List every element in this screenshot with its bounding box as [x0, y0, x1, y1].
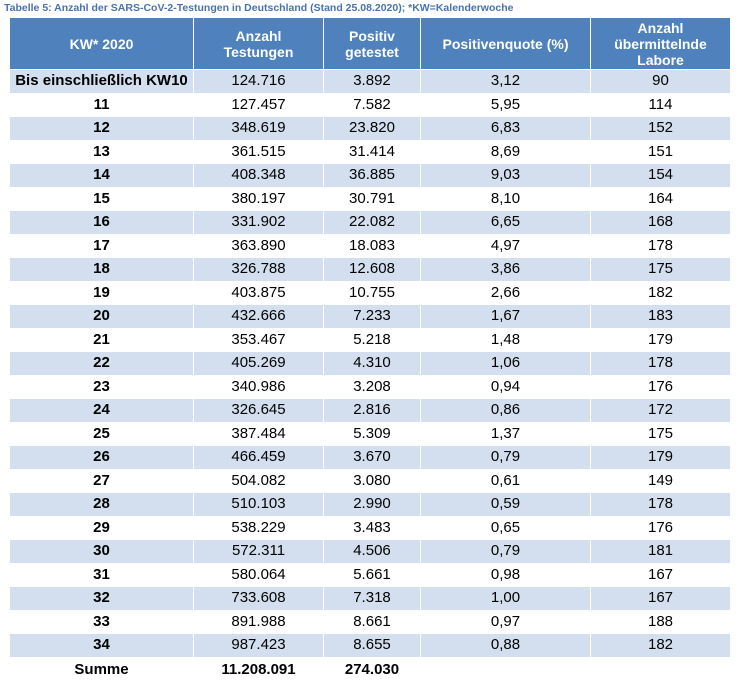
cell-positive: 7.582 — [324, 93, 421, 117]
cell-kw: 11 — [10, 93, 194, 117]
header-labs: Anzahl übermittelnde Labore — [591, 18, 731, 70]
cell-kw: 27 — [10, 469, 194, 493]
cell-tests: 387.484 — [194, 422, 324, 446]
cell-positive-rate: 0,65 — [421, 516, 591, 540]
cell-positive: 7.233 — [324, 305, 421, 329]
cell-positive: 23.820 — [324, 117, 421, 141]
cell-positive-rate: 6,83 — [421, 117, 591, 141]
cell-tests: 405.269 — [194, 352, 324, 376]
cell-kw: 21 — [10, 328, 194, 352]
sars-cov-2-testing-table — [9, 17, 731, 684]
cell-positive-rate: 1,00 — [421, 587, 591, 611]
cell-tests: 353.467 — [194, 328, 324, 352]
table-row — [10, 234, 731, 258]
table-row — [10, 305, 731, 329]
cell-positive: 2.816 — [324, 399, 421, 423]
cell-labs: 154 — [591, 164, 731, 188]
cell-positive: 3.483 — [324, 516, 421, 540]
cell-positive: 3.208 — [324, 375, 421, 399]
cell-labs: 151 — [591, 140, 731, 164]
cell-kw: 29 — [10, 516, 194, 540]
cell-positive: 30.791 — [324, 187, 421, 211]
cell-labs: 167 — [591, 563, 731, 587]
cell-kw: 30 — [10, 540, 194, 564]
cell-labs: 178 — [591, 234, 731, 258]
cell-tests: 466.459 — [194, 446, 324, 470]
header-row — [10, 18, 731, 70]
cell-positive: 2.990 — [324, 493, 421, 517]
cell-tests: 891.988 — [194, 610, 324, 634]
cell-kw: 13 — [10, 140, 194, 164]
table-row — [10, 187, 731, 211]
cell-tests: 510.103 — [194, 493, 324, 517]
cell-labs: 178 — [591, 352, 731, 376]
table-row — [10, 634, 731, 658]
table-row — [10, 563, 731, 587]
cell-kw: 19 — [10, 281, 194, 305]
cell-positive: 8.661 — [324, 610, 421, 634]
cell-positive-rate: 5,95 — [421, 93, 591, 117]
table-row — [10, 258, 731, 282]
cell-positive: 3.670 — [324, 446, 421, 470]
summary-label: Summe — [10, 657, 194, 683]
cell-positive: 5.218 — [324, 328, 421, 352]
cell-kw: 31 — [10, 563, 194, 587]
cell-positive-rate: 3,86 — [421, 258, 591, 282]
table-row — [10, 540, 731, 564]
cell-labs: 179 — [591, 328, 731, 352]
cell-labs: 175 — [591, 422, 731, 446]
cell-kw: Bis einschließlich KW10 — [10, 70, 194, 94]
cell-positive-rate: 0,94 — [421, 375, 591, 399]
header-tests: Anzahl Testungen — [194, 18, 324, 70]
cell-tests: 361.515 — [194, 140, 324, 164]
table-row — [10, 516, 731, 540]
cell-labs: 175 — [591, 258, 731, 282]
table-row — [10, 281, 731, 305]
cell-kw: 33 — [10, 610, 194, 634]
cell-positive: 12.608 — [324, 258, 421, 282]
cell-positive: 18.083 — [324, 234, 421, 258]
cell-positive: 8.655 — [324, 634, 421, 658]
cell-tests: 127.457 — [194, 93, 324, 117]
cell-labs: 168 — [591, 211, 731, 235]
cell-labs: 182 — [591, 634, 731, 658]
table-row — [10, 375, 731, 399]
table-row — [10, 117, 731, 141]
cell-kw: 16 — [10, 211, 194, 235]
cell-positive-rate: 6,65 — [421, 211, 591, 235]
cell-tests: 987.423 — [194, 634, 324, 658]
cell-kw: 32 — [10, 587, 194, 611]
cell-positive-rate: 4,97 — [421, 234, 591, 258]
summary-empty-rate — [421, 657, 591, 683]
cell-kw: 26 — [10, 446, 194, 470]
table-caption: Tabelle 5: Anzahl der SARS-CoV-2-Testungen in Deutschland (Stand 25.08.2020); *KW=Kalenderwoche — [4, 2, 514, 14]
cell-tests: 363.890 — [194, 234, 324, 258]
cell-kw: 12 — [10, 117, 194, 141]
cell-positive: 5.661 — [324, 563, 421, 587]
cell-positive: 31.414 — [324, 140, 421, 164]
cell-positive: 7.318 — [324, 587, 421, 611]
table-row — [10, 93, 731, 117]
cell-positive: 10.755 — [324, 281, 421, 305]
table-row — [10, 399, 731, 423]
cell-tests: 580.064 — [194, 563, 324, 587]
cell-labs: 167 — [591, 587, 731, 611]
cell-labs: 183 — [591, 305, 731, 329]
cell-kw: 28 — [10, 493, 194, 517]
cell-positive-rate: 0,86 — [421, 399, 591, 423]
table-row — [10, 164, 731, 188]
cell-kw: 24 — [10, 399, 194, 423]
cell-positive: 5.309 — [324, 422, 421, 446]
table-row — [10, 70, 731, 94]
cell-tests: 432.666 — [194, 305, 324, 329]
cell-positive-rate: 8,10 — [421, 187, 591, 211]
table-row — [10, 587, 731, 611]
cell-positive-rate: 0,79 — [421, 446, 591, 470]
cell-positive-rate: 1,06 — [421, 352, 591, 376]
table-row — [10, 328, 731, 352]
cell-labs: 182 — [591, 281, 731, 305]
cell-tests: 403.875 — [194, 281, 324, 305]
cell-labs: 181 — [591, 540, 731, 564]
cell-tests: 408.348 — [194, 164, 324, 188]
cell-tests: 572.311 — [194, 540, 324, 564]
table-row — [10, 493, 731, 517]
cell-labs: 149 — [591, 469, 731, 493]
cell-labs: 179 — [591, 446, 731, 470]
cell-labs: 176 — [591, 375, 731, 399]
cell-positive-rate: 0,79 — [421, 540, 591, 564]
header-positive-rate: Positivenquote (%) — [421, 18, 591, 70]
cell-labs: 152 — [591, 117, 731, 141]
cell-tests: 380.197 — [194, 187, 324, 211]
cell-positive-rate: 2,66 — [421, 281, 591, 305]
cell-labs: 114 — [591, 93, 731, 117]
cell-positive-rate: 3,12 — [421, 70, 591, 94]
cell-positive-rate: 1,67 — [421, 305, 591, 329]
cell-tests: 348.619 — [194, 117, 324, 141]
cell-positive-rate: 1,48 — [421, 328, 591, 352]
cell-kw: 22 — [10, 352, 194, 376]
cell-positive-rate: 1,37 — [421, 422, 591, 446]
table-row — [10, 140, 731, 164]
cell-positive-rate: 0,98 — [421, 563, 591, 587]
cell-positive: 4.310 — [324, 352, 421, 376]
cell-positive: 4.506 — [324, 540, 421, 564]
cell-positive: 36.885 — [324, 164, 421, 188]
cell-positive-rate: 9,03 — [421, 164, 591, 188]
cell-kw: 34 — [10, 634, 194, 658]
cell-kw: 14 — [10, 164, 194, 188]
cell-kw: 17 — [10, 234, 194, 258]
cell-labs: 188 — [591, 610, 731, 634]
header-positive: Positiv getestet — [324, 18, 421, 70]
summary-tests: 11.208.091 — [194, 657, 324, 683]
summary-positive: 274.030 — [324, 657, 421, 683]
cell-positive-rate: 0,88 — [421, 634, 591, 658]
cell-positive-rate: 0,61 — [421, 469, 591, 493]
cell-kw: 23 — [10, 375, 194, 399]
cell-kw: 25 — [10, 422, 194, 446]
table-body — [10, 70, 731, 684]
cell-tests: 326.788 — [194, 258, 324, 282]
table-row — [10, 469, 731, 493]
cell-positive: 22.082 — [324, 211, 421, 235]
cell-positive-rate: 0,59 — [421, 493, 591, 517]
header-kw: KW* 2020 — [10, 18, 194, 70]
cell-labs: 90 — [591, 70, 731, 94]
cell-tests: 538.229 — [194, 516, 324, 540]
cell-labs: 172 — [591, 399, 731, 423]
cell-positive: 3.892 — [324, 70, 421, 94]
cell-kw: 15 — [10, 187, 194, 211]
cell-tests: 331.902 — [194, 211, 324, 235]
cell-labs: 176 — [591, 516, 731, 540]
cell-positive-rate: 8,69 — [421, 140, 591, 164]
table-row — [10, 610, 731, 634]
cell-tests: 124.716 — [194, 70, 324, 94]
cell-tests: 326.645 — [194, 399, 324, 423]
cell-kw: 18 — [10, 258, 194, 282]
cell-tests: 504.082 — [194, 469, 324, 493]
table-row — [10, 446, 731, 470]
cell-labs: 178 — [591, 493, 731, 517]
table-row — [10, 352, 731, 376]
cell-positive-rate: 0,97 — [421, 610, 591, 634]
cell-labs: 164 — [591, 187, 731, 211]
table-row — [10, 211, 731, 235]
summary-row — [10, 657, 731, 683]
table-row — [10, 422, 731, 446]
cell-kw: 20 — [10, 305, 194, 329]
cell-tests: 733.608 — [194, 587, 324, 611]
cell-positive: 3.080 — [324, 469, 421, 493]
cell-tests: 340.986 — [194, 375, 324, 399]
summary-empty-labs — [591, 657, 731, 683]
